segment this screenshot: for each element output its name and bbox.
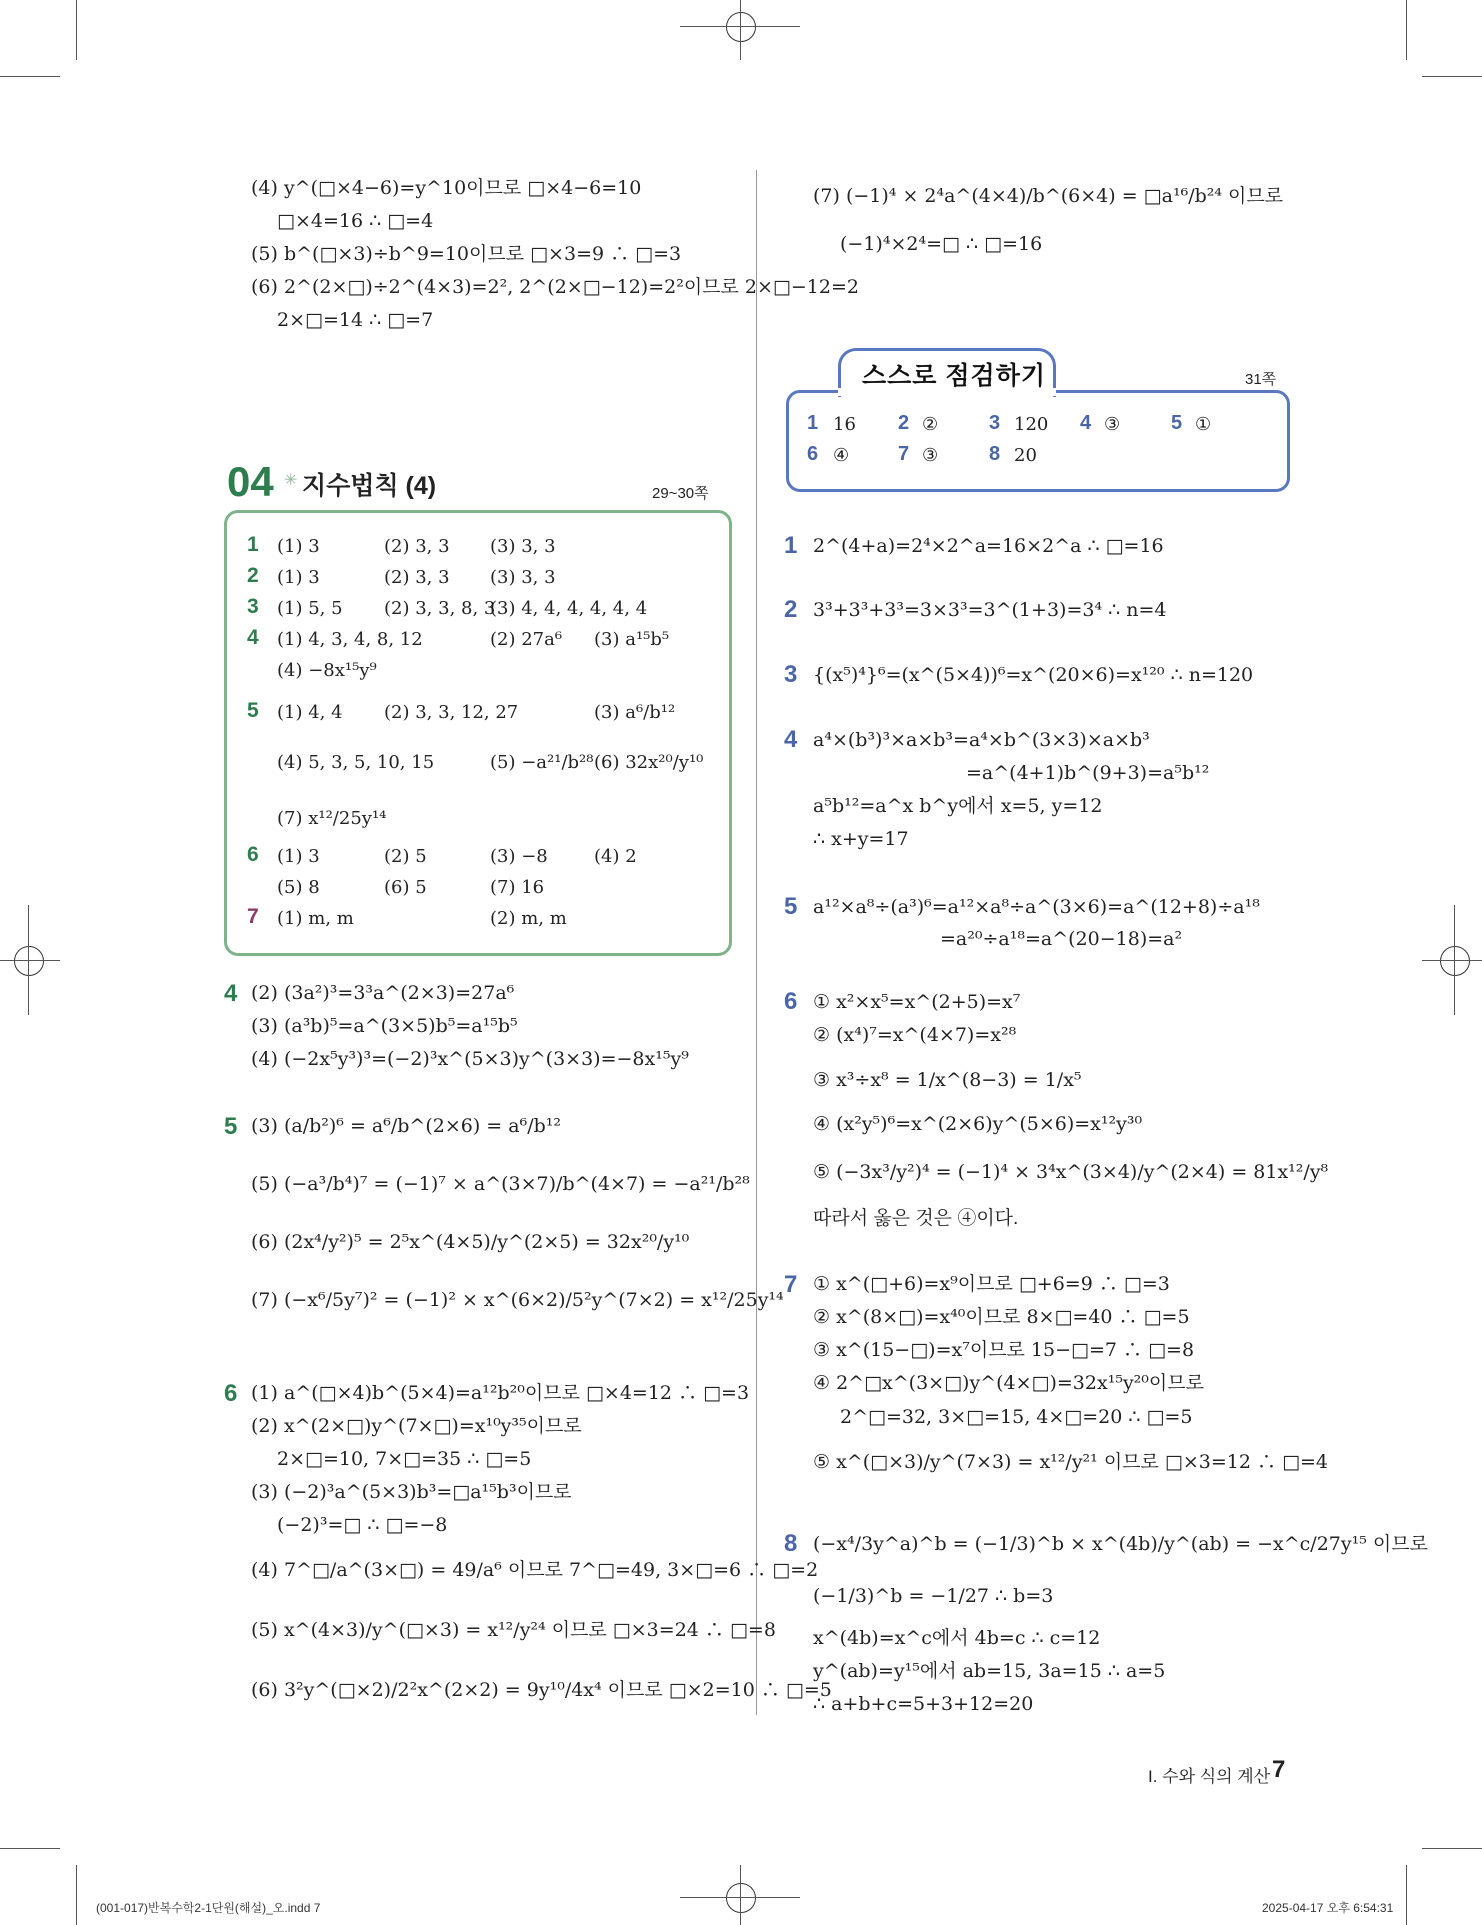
problem-number: 3: [784, 661, 798, 688]
problem-number: 6: [784, 988, 798, 1015]
solution-line: ② x^(8×□)=x⁴⁰이므로 8×□=40 ∴ □=5: [813, 1306, 1190, 1328]
solution-line: (7) (−x⁶/5y⁷)² = (−1)² × x^(6×2)/5²y^(7×2) = x¹²/25y¹⁴: [251, 1289, 784, 1311]
solution-line: (−2)³=□ ∴ □=−8: [277, 1514, 448, 1536]
answer-item: (1) 3: [277, 536, 320, 557]
check-answer: ②: [922, 414, 939, 435]
solution-line: (−x⁴/3y^a)^b = (−1/3)^b × x^(4b)/y^(ab) = −x^c/27y¹⁵ 이므로: [813, 1533, 1428, 1555]
solution-line: a⁴×(b³)³×a×b³=a⁴×b^(3×3)×a×b³: [813, 729, 1150, 751]
solution-line: ∴ x+y=17: [813, 828, 909, 850]
answer-item: (6) 5: [384, 877, 427, 898]
answer-item: (7) 16: [490, 877, 545, 898]
crop-mark: [76, 1865, 77, 1925]
answer-item: (7) x¹²/25y¹⁴: [277, 808, 387, 829]
answer-item: (1) 4, 3, 4, 8, 12: [277, 629, 423, 650]
solution-line: 2^(4+a)=2⁴×2^a=16×2^a ∴ □=16: [813, 535, 1164, 557]
answer-item: (1) 3: [277, 846, 320, 867]
solution-line: 3³+3³+3³=3×3³=3^(1+3)=3⁴ ∴ n=4: [813, 599, 1167, 621]
crop-mark: [1422, 1848, 1482, 1849]
answer-number: 4: [247, 626, 259, 649]
check-answer: 120: [1014, 414, 1049, 435]
answer-item: (5) 8: [277, 877, 320, 898]
solution-line: (6) 3²y^(□×2)/2²x^(2×2) = 9y¹⁰/4x⁴ 이므로 □×2=10 ∴ □=5: [251, 1679, 832, 1701]
answer-number: 7: [247, 905, 259, 928]
solution-line: (−1)⁴×2⁴=□ ∴ □=16: [840, 233, 1043, 255]
solution-line: (5) (−a³/b⁴)⁷ = (−1)⁷ × a^(3×7)/b^(4×7) = −a²¹/b²⁸: [251, 1173, 750, 1195]
section-number: 04: [227, 458, 274, 505]
solution-line: ① x²×x⁵=x^(2+5)=x⁷: [813, 991, 1021, 1013]
solution-line: ④ 2^□x^(3×□)y^(4×□)=32x¹⁵y²⁰이므로: [813, 1372, 1204, 1394]
solution-line: ① x^(□+6)=x⁹이므로 □+6=9 ∴ □=3: [813, 1273, 1170, 1295]
registration-mark-icon: [14, 946, 44, 976]
answer-item: (2) 3, 3, 12, 27: [384, 702, 519, 723]
answer-number: 2: [247, 564, 259, 587]
problem-number: 6: [224, 1380, 238, 1407]
solution-line: (2) x^(2×□)y^(7×□)=x¹⁰y³⁵이므로: [251, 1415, 582, 1437]
crop-mark: [1422, 960, 1482, 961]
solution-line: (6) 2^(2×□)÷2^(4×3)=2², 2^(2×□−12)=2²이므로 2×□−12=2: [251, 276, 859, 298]
problem-number: 4: [784, 726, 798, 753]
problem-number: 5: [224, 1113, 238, 1140]
check-number: 4: [1080, 412, 1092, 434]
answer-item: (4) −8x¹⁵y⁹: [277, 660, 377, 681]
check-answer: ③: [1104, 414, 1121, 435]
answer-item: (2) 3, 3, 8, 3: [384, 598, 496, 619]
solution-line: ④ (x²y⁵)⁶=x^(2×6)y^(5×6)=x¹²y³⁰: [813, 1113, 1143, 1135]
answer-item: (3) 3, 3: [490, 536, 556, 557]
solution-line: ⑤ x^(□×3)/y^(7×3) = x¹²/y²¹ 이므로 □×3=12 ∴ □=4: [813, 1451, 1329, 1473]
solution-line: (3) (a³b)⁵=a^(3×5)b⁵=a¹⁵b⁵: [251, 1015, 518, 1037]
self-check-title: 스스로 점검하기: [862, 362, 1046, 390]
problem-number: 5: [784, 893, 798, 920]
solution-line: x^(4b)=x^c에서 4b=c ∴ c=12: [813, 1627, 1101, 1649]
answer-item: (4) 2: [594, 846, 637, 867]
print-timestamp: 2025-04-17 오후 6:54:31: [1262, 1901, 1394, 1915]
answer-item: (1) 4, 4: [277, 702, 343, 723]
solution-line: (3) (a/b²)⁶ = a⁶/b^(2×6) = a⁶/b¹²: [251, 1115, 561, 1137]
solution-line: (5) b^(□×3)÷b^9=10이므로 □×3=9 ∴ □=3: [251, 243, 682, 265]
solution-line: =a^(4+1)b^(9+3)=a⁵b¹²: [966, 762, 1210, 784]
check-answer: ③: [922, 445, 939, 466]
chapter-label: I. 수와 식의 계산: [1148, 1767, 1271, 1786]
answer-item: (4) 5, 3, 5, 10, 15: [277, 752, 435, 773]
check-answer: 20: [1014, 445, 1037, 466]
crop-mark: [0, 960, 60, 961]
crop-mark: [0, 1848, 60, 1849]
answer-item: (1) 3: [277, 567, 320, 588]
solution-line: (4) 7^□/a^(3×□) = 49/a⁶ 이므로 7^□=49, 3×□=6 ∴ □=2: [251, 1559, 819, 1581]
registration-mark-icon: [726, 1883, 756, 1913]
answer-item: (2) 3, 3: [384, 536, 450, 557]
self-check-page: 31쪽: [1245, 371, 1277, 388]
solution-line: 2×□=10, 7×□=35 ∴ □=5: [277, 1448, 532, 1470]
solution-line: ② (x⁴)⁷=x^(4×7)=x²⁸: [813, 1024, 1017, 1046]
solution-line: a⁵b¹²=a^x b^y에서 x=5, y=12: [813, 795, 1103, 817]
solution-line: (7) (−1)⁴ × 2⁴a^(4×4)/b^(6×4) = □a¹⁶/b²⁴ 이므로: [813, 185, 1284, 207]
check-number: 6: [807, 443, 819, 465]
solution-line: (6) (2x⁴/y²)⁵ = 2⁵x^(4×5)/y^(2×5) = 32x²⁰/y¹⁰: [251, 1231, 690, 1253]
solution-line: 2×□=14 ∴ □=7: [277, 309, 434, 331]
solution-line: y^(ab)=y¹⁵에서 ab=15, 3a=15 ∴ a=5: [813, 1660, 1166, 1682]
solution-line: (4) y^(□×4−6)=y^10이므로 □×4−6=10: [251, 177, 642, 199]
answer-item: (1) m, m: [277, 908, 354, 929]
self-check-box: [786, 390, 1290, 492]
problem-number: 8: [784, 1530, 798, 1557]
page-number: 7: [1272, 1756, 1286, 1783]
crop-mark: [1454, 905, 1455, 1015]
solution-line: (3) (−2)³a^(5×3)b³=□a¹⁵b³이므로: [251, 1481, 572, 1503]
solution-line: ∴ a+b+c=5+3+12=20: [813, 1693, 1034, 1715]
answer-item: (2) m, m: [490, 908, 567, 929]
registration-mark-icon: [1440, 946, 1470, 976]
answer-item: (3) 3, 3: [490, 567, 556, 588]
check-number: 8: [989, 443, 1001, 465]
solution-line: a¹²×a⁸÷(a³)⁶=a¹²×a⁸÷a^(3×6)=a^(12+8)÷a¹⁸: [813, 896, 1260, 918]
section-title: 지수법칙 (4): [302, 472, 437, 500]
answer-number: 1: [247, 533, 259, 556]
check-answer: 16: [833, 414, 856, 435]
problem-number: 1: [784, 532, 798, 559]
crop-mark: [28, 905, 29, 1015]
check-number: 7: [898, 443, 910, 465]
crop-mark: [740, 0, 741, 60]
answer-item: (3) 4, 4, 4, 4, 4, 4: [490, 598, 648, 619]
column-divider: [756, 170, 757, 1715]
section-star-icon: ✳: [284, 472, 298, 489]
crop-mark: [1422, 76, 1482, 77]
solution-line: (4) (−2x⁵y³)³=(−2)³x^(5×3)y^(3×3)=−8x¹⁵y⁹: [251, 1048, 689, 1070]
solution-line: ③ x³÷x⁸ = 1/x^(8−3) = 1/x⁵: [813, 1069, 1082, 1091]
solution-line: =a²⁰÷a¹⁸=a^(20−18)=a²: [940, 928, 1183, 950]
answer-number: 3: [247, 595, 259, 618]
answer-item: (3) a⁶/b¹²: [594, 702, 676, 723]
crop-mark: [0, 76, 60, 77]
solution-line: ⑤ (−3x³/y²)⁴ = (−1)⁴ × 3⁴x^(3×4)/y^(2×4) = 81x¹²/y⁸: [813, 1161, 1329, 1183]
solution-line: ③ x^(15−□)=x⁷이므로 15−□=7 ∴ □=8: [813, 1339, 1195, 1361]
solution-line: (2) (3a²)³=3³a^(2×3)=27a⁶: [251, 982, 515, 1004]
crop-mark: [740, 1865, 741, 1925]
check-answer: ①: [1195, 414, 1212, 435]
check-number: 5: [1171, 412, 1183, 434]
solution-line: (5) x^(4×3)/y^(□×3) = x¹²/y²⁴ 이므로 □×3=24 ∴ □=8: [251, 1619, 776, 1641]
registration-mark-icon: [726, 12, 756, 42]
answer-item: (3) −8: [490, 846, 548, 867]
crop-mark: [1406, 1865, 1407, 1925]
answer-item: (6) 32x²⁰/y¹⁰: [594, 752, 704, 773]
answer-number: 6: [247, 843, 259, 866]
answer-item: (2) 5: [384, 846, 427, 867]
crop-mark: [1406, 0, 1407, 60]
check-answer: ④: [833, 445, 850, 466]
file-slug: (001-017)반복수학2-1단원(해설)_오.indd 7: [96, 1901, 321, 1915]
answer-item: (2) 3, 3: [384, 567, 450, 588]
check-number: 2: [898, 412, 910, 434]
solution-line: (1) a^(□×4)b^(5×4)=a¹²b²⁰이므로 □×4=12 ∴ □=3: [251, 1382, 750, 1404]
crop-mark: [76, 0, 77, 60]
answer-item: (2) 27a⁶: [490, 629, 563, 650]
solution-line: □×4=16 ∴ □=4: [277, 210, 434, 232]
problem-number: 4: [224, 980, 238, 1007]
problem-number: 2: [784, 596, 798, 623]
problem-number: 7: [784, 1271, 798, 1298]
solution-line: 2^□=32, 3×□=15, 4×□=20 ∴ □=5: [840, 1406, 1193, 1428]
answer-number: 5: [247, 699, 259, 722]
solution-line: 따라서 옳은 것은 ④이다.: [813, 1208, 1019, 1229]
answer-item: (1) 5, 5: [277, 598, 343, 619]
answer-item: (3) a¹⁵b⁵: [594, 629, 670, 650]
check-number: 3: [989, 412, 1001, 434]
answer-item: (5) −a²¹/b²⁸: [490, 752, 594, 773]
check-number: 1: [807, 412, 819, 434]
solution-line: (−1/3)^b = −1/27 ∴ b=3: [813, 1585, 1054, 1607]
section-pages: 29~30쪽: [652, 485, 709, 502]
solution-line: {(x⁵)⁴}⁶=(x^(5×4))⁶=x^(20×6)=x¹²⁰ ∴ n=120: [813, 664, 1254, 686]
